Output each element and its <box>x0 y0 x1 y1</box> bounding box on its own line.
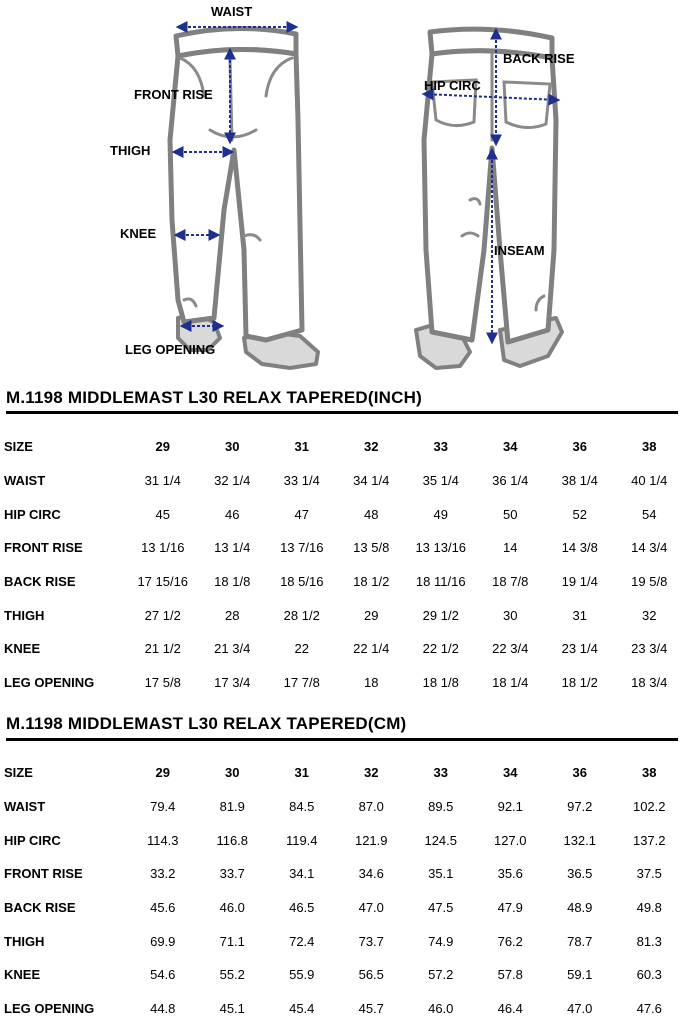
measurement-value: 32 <box>615 598 684 632</box>
size-value: 30 <box>198 430 268 464</box>
measurement-row <box>0 632 684 666</box>
cm-table-divider <box>6 738 678 741</box>
measurement-value: 18 11/16 <box>406 565 476 599</box>
measurement-value: 44.8 <box>128 992 198 1026</box>
measurement-name: FRONT RISE <box>0 857 128 891</box>
measurement-value: 124.5 <box>406 823 476 857</box>
measurement-value: 114.3 <box>128 823 198 857</box>
measurement-value: 19 1/4 <box>545 565 615 599</box>
size-value: 38 <box>615 756 684 790</box>
measurement-value: 37.5 <box>615 857 684 891</box>
measurement-value: 14 <box>476 531 546 565</box>
measurement-name: LEG OPENING <box>0 666 128 700</box>
measurement-value: 33.7 <box>198 857 268 891</box>
measurement-value: 46 <box>198 497 268 531</box>
size-column-label: SIZE <box>0 756 128 790</box>
measurement-value: 35.6 <box>476 857 546 891</box>
inch-size-table <box>0 430 684 700</box>
measurement-value: 33.2 <box>128 857 198 891</box>
measurement-value: 47.0 <box>545 992 615 1026</box>
knee-label: KNEE <box>120 226 156 241</box>
measurement-value: 31 <box>545 598 615 632</box>
inch-table-divider <box>6 411 678 414</box>
cm-size-table <box>0 756 684 1026</box>
inch-table-title: M.1198 MIDDLEMAST L30 RELAX TAPERED(INCH) <box>6 388 422 408</box>
measurement-value: 21 3/4 <box>198 632 268 666</box>
measurement-value: 60.3 <box>615 958 684 992</box>
measurement-value: 36 1/4 <box>476 464 546 498</box>
measurement-value: 102.2 <box>615 790 684 824</box>
measurement-value: 78.7 <box>545 924 615 958</box>
size-value: 32 <box>337 430 407 464</box>
measurement-value: 21 1/2 <box>128 632 198 666</box>
inseam-label: INSEAM <box>494 243 545 258</box>
size-value: 30 <box>198 756 268 790</box>
measurement-value: 76.2 <box>476 924 546 958</box>
measurement-value: 18 1/4 <box>476 666 546 700</box>
measurement-value: 22 1/4 <box>337 632 407 666</box>
measurement-value: 23 1/4 <box>545 632 615 666</box>
leg-opening-label: LEG OPENING <box>125 342 215 357</box>
measurement-value: 59.1 <box>545 958 615 992</box>
size-value: 36 <box>545 756 615 790</box>
size-value: 33 <box>406 430 476 464</box>
measurement-value: 121.9 <box>337 823 407 857</box>
measurement-value: 46.0 <box>406 992 476 1026</box>
measurement-row <box>0 666 684 700</box>
measurement-value: 40 1/4 <box>615 464 684 498</box>
measurement-name: KNEE <box>0 958 128 992</box>
measurement-name: BACK RISE <box>0 565 128 599</box>
measurement-value: 45.7 <box>337 992 407 1026</box>
measurement-value: 73.7 <box>337 924 407 958</box>
measurement-value: 46.0 <box>198 891 268 925</box>
measurement-value: 47.6 <box>615 992 684 1026</box>
measurement-name: THIGH <box>0 924 128 958</box>
waist-label: WAIST <box>211 4 252 19</box>
measurement-value: 47.9 <box>476 891 546 925</box>
measurement-value: 13 1/4 <box>198 531 268 565</box>
measurement-value: 55.2 <box>198 958 268 992</box>
measurement-name: FRONT RISE <box>0 531 128 565</box>
measurement-row <box>0 857 684 891</box>
measurement-name: THIGH <box>0 598 128 632</box>
measurement-name: LEG OPENING <box>0 992 128 1026</box>
measurement-value: 45.6 <box>128 891 198 925</box>
measurement-value: 36.5 <box>545 857 615 891</box>
measurement-value: 22 <box>267 632 337 666</box>
measurement-value: 18 1/2 <box>545 666 615 700</box>
size-value: 31 <box>267 756 337 790</box>
measurement-value: 19 5/8 <box>615 565 684 599</box>
measurement-value: 31 1/4 <box>128 464 198 498</box>
measurement-name: BACK RISE <box>0 891 128 925</box>
size-value: 33 <box>406 756 476 790</box>
measurement-name: WAIST <box>0 790 128 824</box>
measurement-value: 119.4 <box>267 823 337 857</box>
size-value: 36 <box>545 430 615 464</box>
measurement-row <box>0 531 684 565</box>
measurement-value: 74.9 <box>406 924 476 958</box>
measurement-value: 34.1 <box>267 857 337 891</box>
measurement-value: 46.5 <box>267 891 337 925</box>
size-column-label: SIZE <box>0 430 128 464</box>
measurement-row <box>0 823 684 857</box>
measurement-value: 72.4 <box>267 924 337 958</box>
measurement-value: 50 <box>476 497 546 531</box>
measurement-value: 47 <box>267 497 337 531</box>
measurement-value: 22 3/4 <box>476 632 546 666</box>
measurement-value: 17 5/8 <box>128 666 198 700</box>
hip-circ-label: HIP CIRC <box>424 78 481 93</box>
thigh-label: THIGH <box>110 143 150 158</box>
measurement-value: 47.5 <box>406 891 476 925</box>
measurement-value: 137.2 <box>615 823 684 857</box>
measurement-row <box>0 464 684 498</box>
measurement-value: 30 <box>476 598 546 632</box>
measurement-value: 18 1/2 <box>337 565 407 599</box>
measurement-value: 45.4 <box>267 992 337 1026</box>
measurement-diagram <box>0 0 684 380</box>
measurement-value: 97.2 <box>545 790 615 824</box>
measurement-value: 28 <box>198 598 268 632</box>
measurement-value: 32 1/4 <box>198 464 268 498</box>
measurement-value: 29 1/2 <box>406 598 476 632</box>
measurement-value: 38 1/4 <box>545 464 615 498</box>
measurement-value: 34.6 <box>337 857 407 891</box>
measurement-value: 18 5/16 <box>267 565 337 599</box>
measurement-value: 127.0 <box>476 823 546 857</box>
measurement-value: 47.0 <box>337 891 407 925</box>
measurement-value: 13 5/8 <box>337 531 407 565</box>
measurement-value: 34 1/4 <box>337 464 407 498</box>
measurement-value: 49.8 <box>615 891 684 925</box>
measurement-value: 13 1/16 <box>128 531 198 565</box>
measurement-value: 92.1 <box>476 790 546 824</box>
measurement-row <box>0 497 684 531</box>
measurement-value: 18 1/8 <box>406 666 476 700</box>
measurement-value: 81.9 <box>198 790 268 824</box>
size-value: 34 <box>476 430 546 464</box>
measurement-value: 17 7/8 <box>267 666 337 700</box>
front-rise-label: FRONT RISE <box>134 87 213 102</box>
size-header-row <box>0 430 684 464</box>
measurement-value: 18 1/8 <box>198 565 268 599</box>
measurement-value: 81.3 <box>615 924 684 958</box>
size-value: 38 <box>615 430 684 464</box>
measurement-value: 35.1 <box>406 857 476 891</box>
measurement-value: 17 15/16 <box>128 565 198 599</box>
measurement-value: 132.1 <box>545 823 615 857</box>
measurement-value: 116.8 <box>198 823 268 857</box>
measurement-value: 54.6 <box>128 958 198 992</box>
size-value: 29 <box>128 430 198 464</box>
measurement-value: 56.5 <box>337 958 407 992</box>
measurement-value: 18 7/8 <box>476 565 546 599</box>
measurement-value: 28 1/2 <box>267 598 337 632</box>
measurement-row <box>0 924 684 958</box>
measurement-value: 17 3/4 <box>198 666 268 700</box>
size-value: 29 <box>128 756 198 790</box>
measurement-name: WAIST <box>0 464 128 498</box>
measurement-value: 55.9 <box>267 958 337 992</box>
measurement-value: 45 <box>128 497 198 531</box>
measurement-value: 29 <box>337 598 407 632</box>
measurement-value: 33 1/4 <box>267 464 337 498</box>
measurement-value: 49 <box>406 497 476 531</box>
measurement-value: 57.2 <box>406 958 476 992</box>
measurement-name: KNEE <box>0 632 128 666</box>
measurement-value: 79.4 <box>128 790 198 824</box>
measurement-value: 13 7/16 <box>267 531 337 565</box>
measurement-value: 89.5 <box>406 790 476 824</box>
measurement-row <box>0 598 684 632</box>
measurement-value: 14 3/4 <box>615 531 684 565</box>
measurement-value: 18 3/4 <box>615 666 684 700</box>
measurement-value: 69.9 <box>128 924 198 958</box>
measurement-value: 54 <box>615 497 684 531</box>
front-pants-illustration <box>170 28 318 368</box>
measurement-row <box>0 958 684 992</box>
measurement-value: 23 3/4 <box>615 632 684 666</box>
measurement-value: 57.8 <box>476 958 546 992</box>
size-value: 34 <box>476 756 546 790</box>
measurement-value: 71.1 <box>198 924 268 958</box>
size-value: 31 <box>267 430 337 464</box>
back-rise-label: BACK RISE <box>503 51 575 66</box>
measurement-value: 45.1 <box>198 992 268 1026</box>
measurement-row <box>0 565 684 599</box>
measurement-value: 87.0 <box>337 790 407 824</box>
measurement-value: 84.5 <box>267 790 337 824</box>
measurement-row <box>0 891 684 925</box>
size-value: 32 <box>337 756 407 790</box>
measurement-value: 22 1/2 <box>406 632 476 666</box>
measurement-name: HIP CIRC <box>0 497 128 531</box>
measurement-value: 27 1/2 <box>128 598 198 632</box>
measurement-value: 35 1/4 <box>406 464 476 498</box>
measurement-value: 13 13/16 <box>406 531 476 565</box>
measurement-value: 18 <box>337 666 407 700</box>
measurement-value: 48 <box>337 497 407 531</box>
measurement-value: 52 <box>545 497 615 531</box>
measurement-name: HIP CIRC <box>0 823 128 857</box>
size-header-row <box>0 756 684 790</box>
measurement-value: 46.4 <box>476 992 546 1026</box>
measurement-row <box>0 992 684 1026</box>
measurement-value: 48.9 <box>545 891 615 925</box>
cm-table-title: M.1198 MIDDLEMAST L30 RELAX TAPERED(CM) <box>6 714 406 734</box>
measurement-value: 14 3/8 <box>545 531 615 565</box>
measurement-row <box>0 790 684 824</box>
